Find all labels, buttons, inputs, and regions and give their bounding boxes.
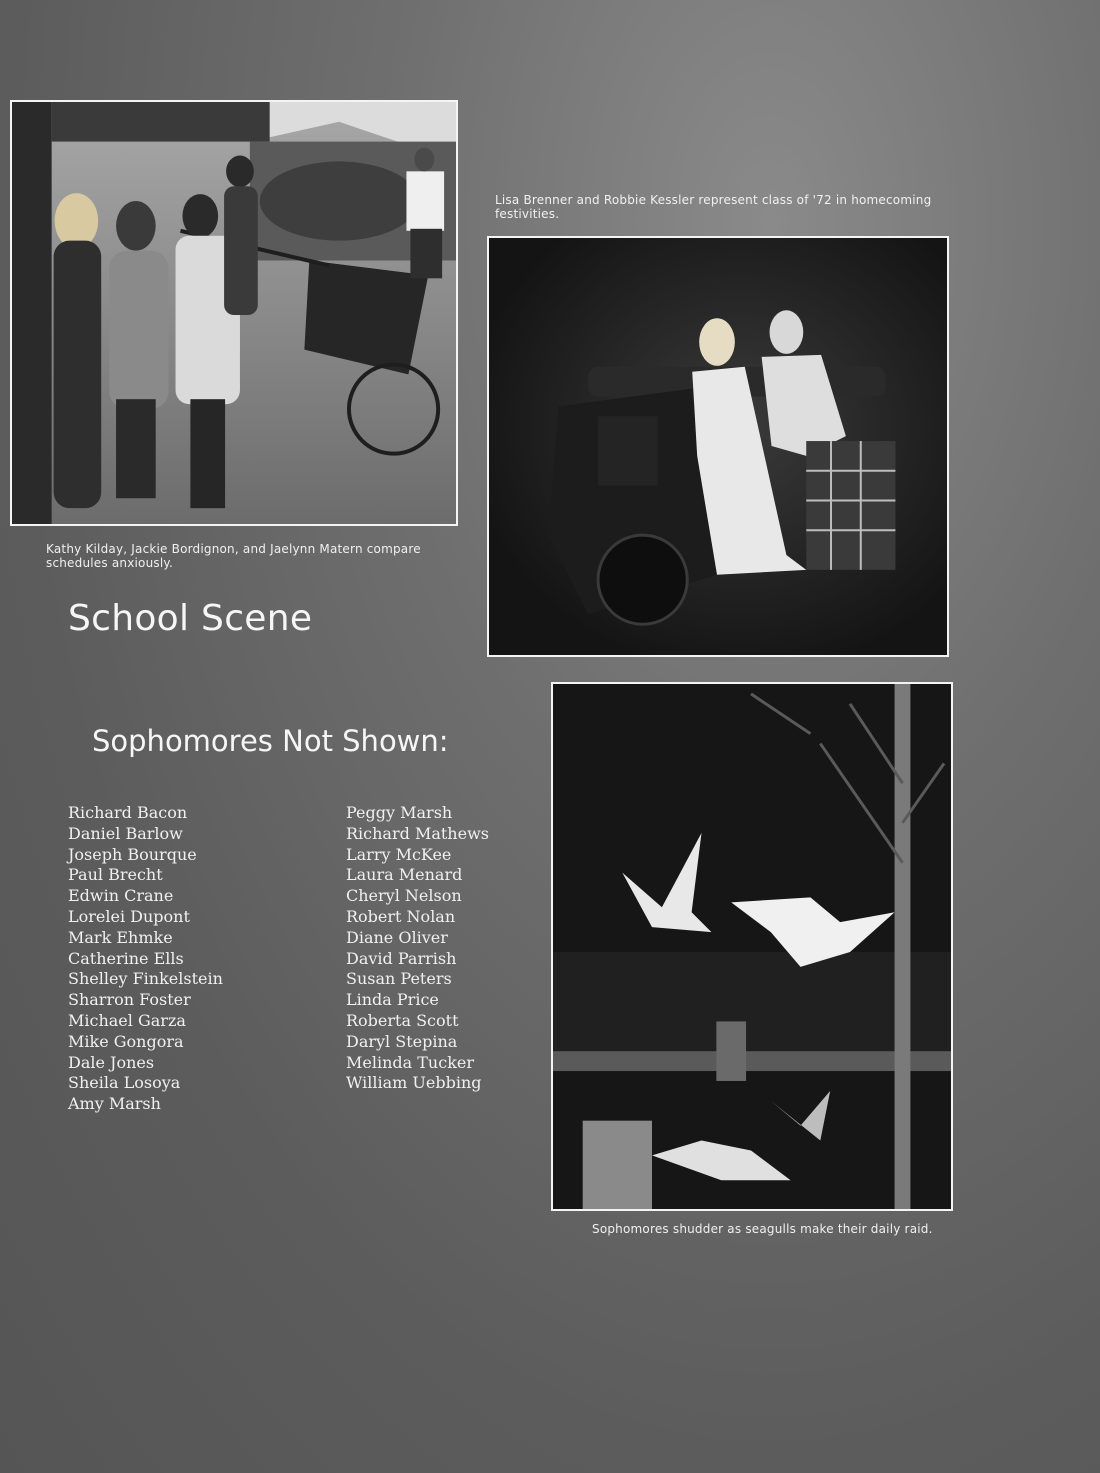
list-item: Sharron Foster — [68, 990, 191, 1010]
photo-homecoming — [487, 236, 949, 657]
list-item: Richard Bacon — [68, 803, 188, 822]
list-item: Larry McKee — [346, 844, 452, 864]
list-item: Catherine Ells — [68, 948, 184, 968]
list-item: Paul Brecht — [68, 865, 163, 885]
list-item: Lorelei Dupont — [68, 906, 190, 926]
list-item: Laura Menard — [346, 865, 463, 885]
students-schedules-image — [12, 102, 456, 524]
list-title: Sophomores Not Shown: — [92, 724, 449, 758]
list-item: William Uebbing — [346, 1073, 482, 1093]
list-item: Daryl Stepina — [346, 1031, 458, 1051]
caption-seagulls: Sophomores shudder as seagulls make their daily raid. — [592, 1222, 933, 1236]
seagulls-image — [553, 684, 951, 1209]
names-column-2 — [346, 803, 489, 1094]
list-item: Diane Oliver — [346, 927, 448, 947]
photo-seagulls — [551, 682, 953, 1211]
list-item: Roberta Scott — [346, 1010, 459, 1030]
list-item: Cheryl Nelson — [346, 886, 462, 906]
names-column-1 — [68, 803, 223, 1115]
list-item: Melinda Tucker — [346, 1052, 475, 1072]
list-item: Sheila Losoya — [68, 1073, 181, 1093]
list-item: Mike Gongora — [68, 1031, 184, 1051]
caption-homecoming: Lisa Brenner and Robbie Kessler represent class of '72 in homecoming festivities. — [495, 193, 932, 221]
list-item: Edwin Crane — [68, 886, 174, 906]
list-item: Michael Garza — [68, 1010, 186, 1030]
list-item: Susan Peters — [346, 969, 452, 989]
list-item: Linda Price — [346, 990, 439, 1010]
photo-students-schedules — [10, 100, 458, 526]
list-item: Shelley Finkelstein — [68, 969, 223, 989]
list-item: Peggy Marsh — [346, 803, 453, 822]
list-item: Robert Nolan — [346, 906, 456, 926]
list-item: Amy Marsh — [68, 1094, 161, 1114]
list-item: Joseph Bourque — [68, 844, 197, 864]
list-item: Daniel Barlow — [68, 823, 183, 843]
homecoming-image — [489, 238, 947, 655]
caption-students-schedules: Kathy Kilday, Jackie Bordignon, and Jaelynn Matern compare schedules anxiously. — [46, 542, 421, 570]
list-item: Richard Mathews — [346, 823, 489, 843]
list-item: Dale Jones — [68, 1052, 155, 1072]
list-item: Mark Ehmke — [68, 927, 173, 947]
section-title: School Scene — [68, 598, 313, 639]
list-item: David Parrish — [346, 948, 457, 968]
